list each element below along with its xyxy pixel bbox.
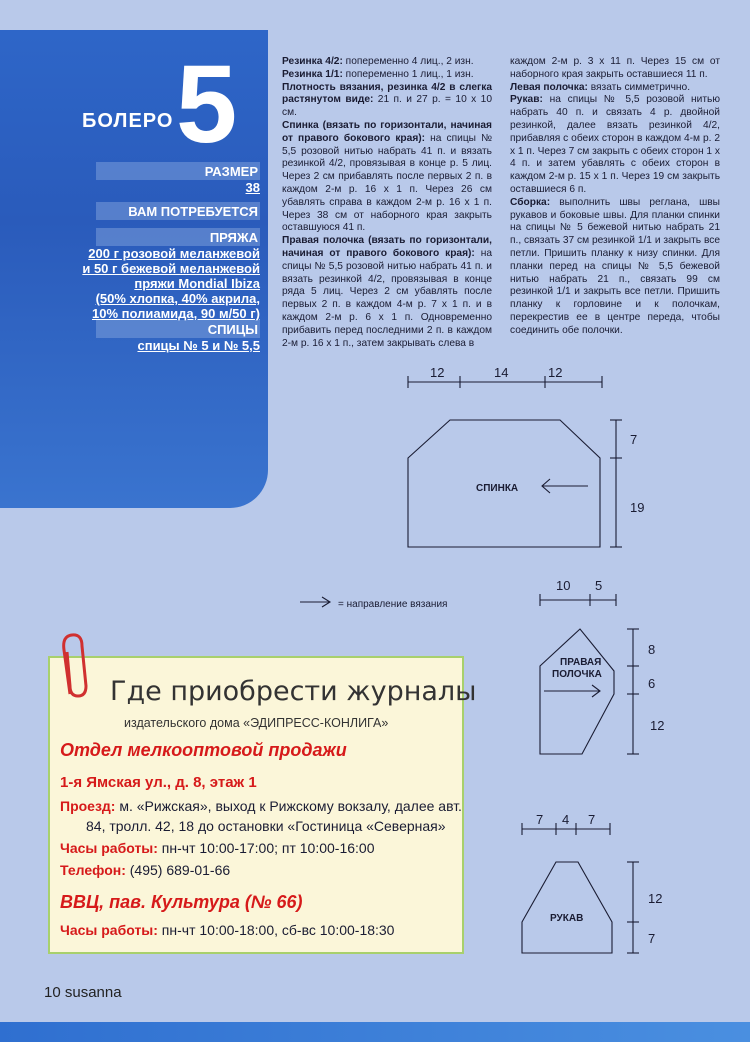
address-1: 1-я Ямская ул., д. 8, этаж 1: [60, 774, 257, 791]
yarn-line: пряжи Mondial Ibiza: [134, 276, 260, 291]
needles-label: СПИЦЫ: [207, 322, 258, 337]
magazine-brand: susanna: [64, 984, 122, 1001]
front-piece-label: ПРАВАЯ: [560, 657, 602, 668]
page-number: 10: [44, 984, 61, 1001]
instructions-column-1: Резинка 4/2: попеременно 4 лиц., 2 изн. Резинка 1/1: попеременно 1 лиц., 1 изн. Плотность вязания, резинка 4/2 в слегка растянутом виде: 21 п. и 27 р. = 10 х 10 см. Спинка (вязать по горизонтали, начиная от правого бокового края): на спицы № 5,5 розовой нитью набрать 41 п. и вязать резинкой 4/2, провязывая в конце р. 5 лиц. Через 2 см прибавлять после первых 2 п. в каждом 2-м р. 16 х 1 п. Через 26 см убавлять справа в каждом 2-м р. 16 х 1 п. Через 38 см от наборного края закрыть оставшуюся 41 п. Правая полочка (вязать по горизонтали, начиная от правого бокового края): на спицы № 5,5 розовой нитью набрать 41 п. и вязать резинкой 4/2, провязывая в конце ряда 5 лиц. Через 2 см убавлять после первых 2 п. в каждом 4-м р. 7 х 1 п. и в каждом 2-м р. 6 х 1 п. Одновременно прибавить перед последними 2 п. в каждом 2-м р. 16 х 1 п., затем закрывать слева в: [282, 56, 493, 349]
route-line: Проезд: м. «Рижская», выход к Рижскому вокзалу, далее авт.: [60, 798, 462, 814]
dim-label: 12: [648, 891, 663, 906]
dim-label: 12: [430, 365, 445, 380]
dim-label: 7: [630, 432, 638, 447]
sleeve-piece-outline: [522, 862, 612, 953]
dim-label: 7: [648, 931, 656, 946]
box-title: Где приобрести журналы: [110, 676, 477, 707]
size-label: РАЗМЕР: [204, 164, 258, 179]
size-value: 38: [245, 180, 260, 195]
yarn-line: и 50 г бежевой меланжевой: [82, 261, 260, 276]
dim-label: 7: [536, 812, 544, 827]
needles-value: спицы № 5 и № 5,5: [137, 338, 260, 353]
dim-label: 6: [648, 676, 656, 691]
back-piece-label: СПИНКА: [476, 483, 519, 494]
hours-line: Часы работы: пн-чт 10:00-17:00; пт 10:00-16:00: [60, 840, 375, 856]
need-label: ВАМ ПОТРЕБУЕТСЯ: [128, 204, 258, 219]
dim-label: 10: [556, 578, 571, 593]
route-line-2: 84, тролл. 42, 18 до остановки «Гостиница «Северная»: [86, 818, 446, 834]
dim-label: 12: [650, 718, 665, 733]
dim-label: 14: [494, 365, 509, 380]
section-wholesale: Отдел мелкооптовой продажи: [60, 740, 347, 760]
phone-line: Телефон: (495) 689-01-66: [60, 862, 231, 878]
dim-label: 7: [588, 812, 596, 827]
dim-label: 8: [648, 642, 656, 657]
legend-text: = направление вязания: [338, 599, 448, 610]
dim-label: 19: [630, 500, 645, 515]
page-footer: [44, 984, 122, 1001]
paperclip-icon: [58, 630, 88, 700]
yarn-line: (50% хлопка, 40% акрила,: [95, 291, 260, 306]
dim-label: 12: [548, 365, 563, 380]
sleeve-piece-label: РУКАВ: [550, 913, 584, 924]
box-subtitle: издательского дома «ЭДИПРЕСС-КОНЛИГА»: [124, 716, 389, 730]
pattern-number: 5: [176, 43, 238, 166]
dim-label: 5: [595, 578, 603, 593]
front-piece-label: ПОЛОЧКА: [552, 669, 602, 680]
pattern-title: БОЛЕРО: [82, 110, 174, 132]
instructions-column-2: каждом 2-м р. 3 х 11 п. Через 15 см от наборного края закрыть оставшиеся 11 п. Левая полочка: вязать симметрично. Рукав: на спицы № 5,5 розовой нитью набрать 40 п. и связать 4 р. двойной резинкой, далее вязать резинкой 4/2, прибавляя с обеих сторон в каждом 4-м р. 2 х 1 п. Через 7 см закрыть с обеих сторон 1 х 4 п. и затем убавлять с обеих сторон в каждом 2-м р. 15 х 1 п. Через 19 см закрыть оставшиеся 6 п. Сборка: выполнить швы реглана, швы рукавов и боковые швы. Для планки спинки на спицы № 5 бежевой нитью набрать 21 п., связать 37 см резинкой 1/1 и закрыть все петли. Пришить планку к низу спинки. Для планки перед на спицы № 5,5 бежевой нитью набрать 21 п., связать 99 см резинкой 1/1 и закрыть все петли. Пришить планку к горловине и к полочкам, перекрестив ее в центре переда, чтобы соединить обе полочки.: [510, 56, 720, 336]
section-vvc: ВВЦ, пав. Культура (№ 66): [60, 892, 303, 912]
yarn-line: 200 г розовой меланжевой: [88, 246, 260, 261]
dim-label: 4: [562, 812, 570, 827]
yarn-label: ПРЯЖА: [209, 230, 258, 245]
footer-strip: [0, 1022, 750, 1042]
yarn-line: 10% полиамида, 90 м/50 г): [91, 306, 260, 321]
hours-line-2: Часы работы: пн-чт 10:00-18:00, сб-вс 10:00-18:30: [60, 922, 395, 938]
